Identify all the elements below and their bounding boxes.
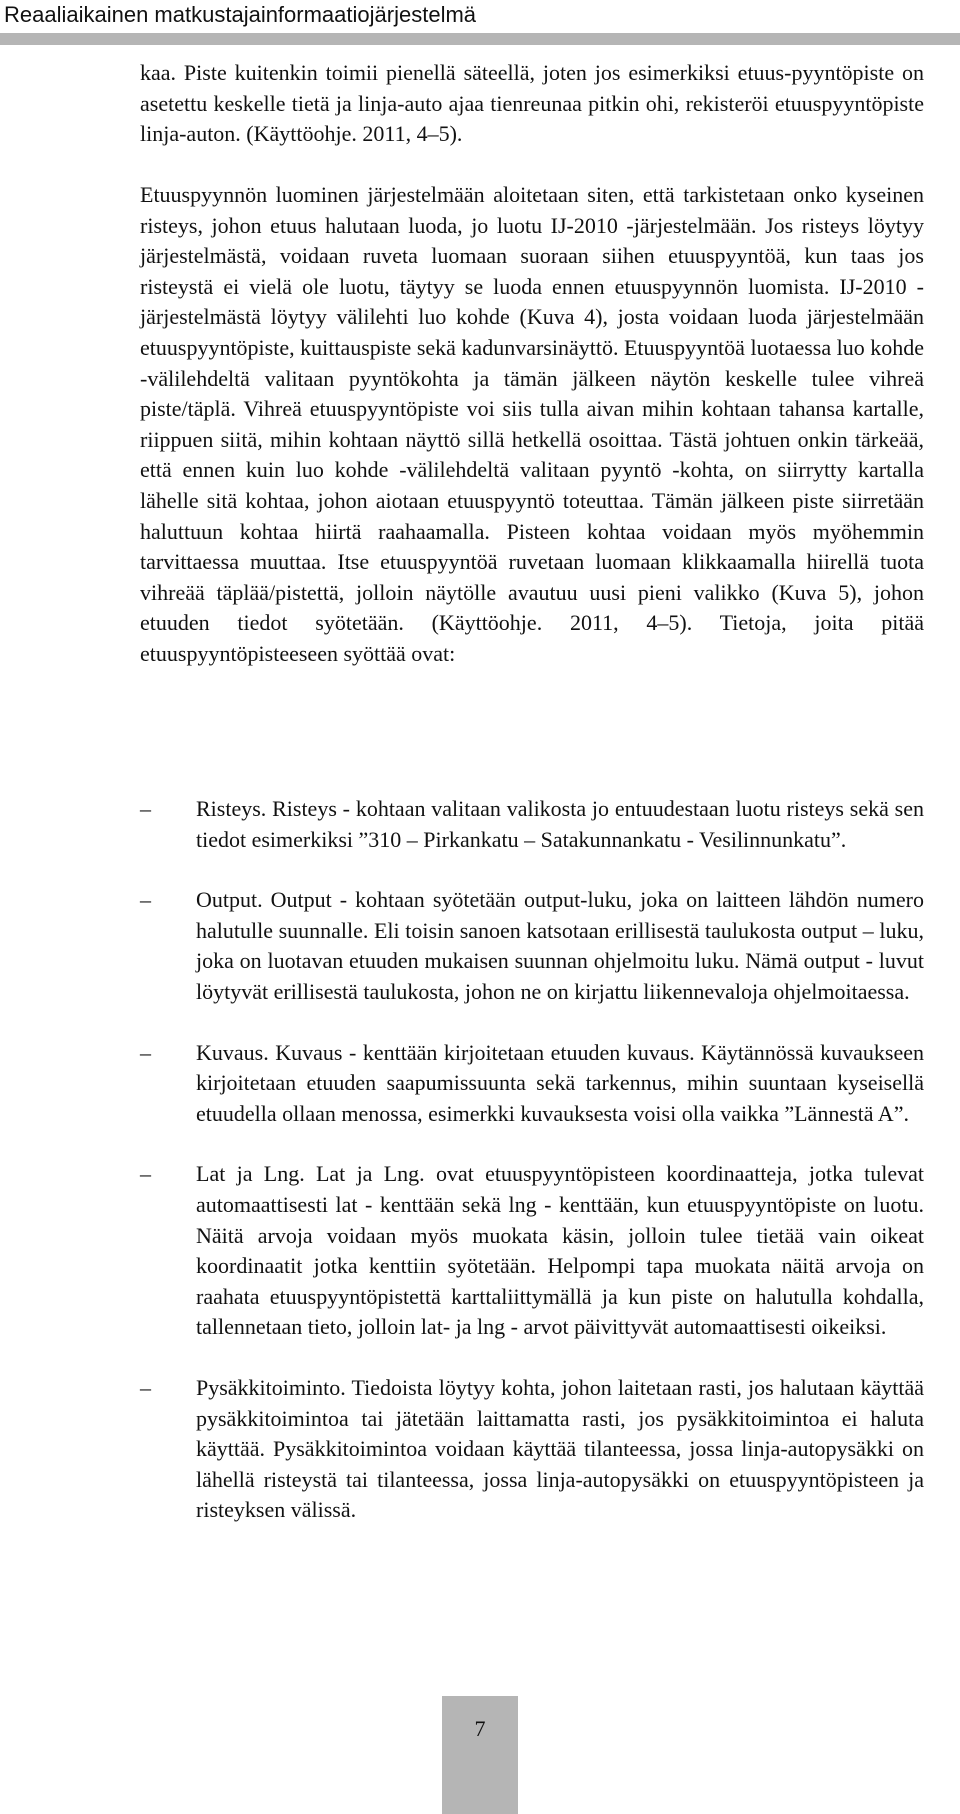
list-item-text: Lat ja Lng. Lat ja Lng. ovat etuuspyyntöpisteen koordinaatteja, jotka tulevat automaattisesti lat - kenttään sekä lng - kenttään, kun etuuspyyntöpiste on luotu. Näitä arvoja voidaan myös muokata käsin, jolloin tulee tietää vain oikeat koordinaatit jotka kenttiin syötetään. Helpompi tapa muokata näitä arvoja on raahata etuuspyyntöpistettä karttaliittymällä ja kun piste on halutulla kohdalla, tallennetaan tieto, jolloin lat- ja lng - arvot päivittyvät automaattisesti oikeiksi. — [196, 1161, 924, 1340]
bullet-dash: – — [140, 887, 151, 913]
list-item — [140, 1373, 924, 1526]
list-item — [140, 1159, 924, 1343]
list-item-text: Risteys. Risteys - kohtaan valitaan valikosta jo entuudestaan luotu risteys sekä sen tiedot esimerkiksi ”310 – Pirkankatu – Satakunnankatu - Vesilinnunkatu”. — [196, 796, 924, 852]
list-item-text: Kuvaus. Kuvaus - kenttään kirjoitetaan etuuden kuvaus. Käytännössä kuvaukseen kirjoitetaan etuuden saapumissuunta sekä tarkennus, mihin suuntaan kyseisellä etuudella ollaan menossa, esimerkki kuvauksesta voisi olla vaikka ”Lännestä A”. — [196, 1039, 924, 1126]
running-header-title: Reaaliaikainen matkustajainformaatiojärjestelmä — [4, 2, 477, 27]
bullet-dash: – — [140, 1374, 151, 1400]
list-item — [140, 794, 924, 855]
page-header — [0, 0, 960, 46]
list-item — [140, 1038, 924, 1130]
bullet-dash: – — [140, 1161, 151, 1187]
header-rule — [0, 33, 960, 45]
paragraph-body: Etuuspyynnön luominen järjestelmään aloitetaan siten, että tarkistetaan onko kyseinen risteys, johon etuus halutaan luoda, jo luotu IJ-2010 -järjestelmään. Jos risteys löytyy järjestelmästä, voidaan ruveta luomaan suoraan siihen etuuspyyntöä, kun taas jos risteystä ei vielä ole luotu, täytyy se luoda ennen etuuspyynnön luomista. IJ-2010 -järjestelmästä löytyy välilehti luo kohde (Kuva 4), josta voidaan luoda järjestelmään etuuspyyntöpiste, kuittauspiste sekä kadunvarsinäyttö. Etuuspyyntöä luotaessa luo kohde -välilehdeltä valitaan pyyntökohta ja tämän jälkeen näytön keskelle tulee vihreä piste/täplä. Vihreä etuuspyyntöpiste voi siis tulla aivan mihin kohtaan tahansa kartalle, riippuen siitä, mihin kohtaan näyttö sillä hetkellä osoittaa. Tästä johtuen onkin tärkeää, että ennen kuin luo kohde -välilehdeltä valitaan pyyntö -kohta, on siirrytty kartalla lähelle sitä kohtaa, johon aiotaan etuuspyyntö toteuttaa. Tämän jälkeen piste siirretään haluttuun kohtaa hiirtä raahaamalla. Pisteen kohtaa voidaan myös myöhemmin tarvittaessa muuttaa. Itse etuuspyyntöä ruvetaan luomaan klikkaamalla hiirellä tuota vihreää täplää/pistettä, jolloin näytölle avautuu uusi pieni valikko (Kuva 5), johon etuuden tiedot syötetään. (Käyttöohje. 2011, 4–5). Tietoja, joita pitää etuuspyyntöpisteeseen syöttää ovat: — [140, 182, 924, 666]
page-number-box — [442, 1696, 518, 1814]
list-item-text: Output. Output - kohtaan syötetään output-luku, joka on laitteen lähdön numero halutulle suunnalle. Eli toisin sanoen katsotaan erillisestä taulukosta output – luku, joka on luotavan etuuden mukaisen suunnan ohjelmoitu luku. Nämä output - luvut löytyvät erillisestä taulukosta, johon ne on kirjattu liikennevaloja ohjelmoitaessa. — [196, 887, 924, 1004]
list-item — [140, 885, 924, 1007]
list-item-text: Pysäkkitoiminto. Tiedoista löytyy kohta, johon laitetaan rasti, jos halutaan käyttää pysäkkitoimintoa tai jätetään laittamatta rasti, jos pysäkkitoimintoa ei haluta käyttää. Pysäkkitoimintoa voidaan käyttää tilanteessa, jossa linja-autopysäkki on lähellä risteystä tai tilanteessa, jossa linja-autopysäkki on etuuspyyntöpisteen ja risteyksen välissä. — [196, 1374, 924, 1523]
bullet-dash: – — [140, 1039, 151, 1065]
paragraph-continuation: kaa. Piste kuitenkin toimii pienellä säteellä, joten jos esimerkiksi etuus-pyyntöpiste on asetettu keskelle tietä ja linja-auto ajaa tienreunaa pitkin ohi, rekisteröi etuuspyyntöpiste linja-auton. (Käyttöohje. 2011, 4–5). — [140, 60, 924, 147]
field-list — [140, 794, 924, 1526]
page-number: 7 — [474, 1716, 486, 1741]
bullet-dash: – — [140, 796, 151, 821]
